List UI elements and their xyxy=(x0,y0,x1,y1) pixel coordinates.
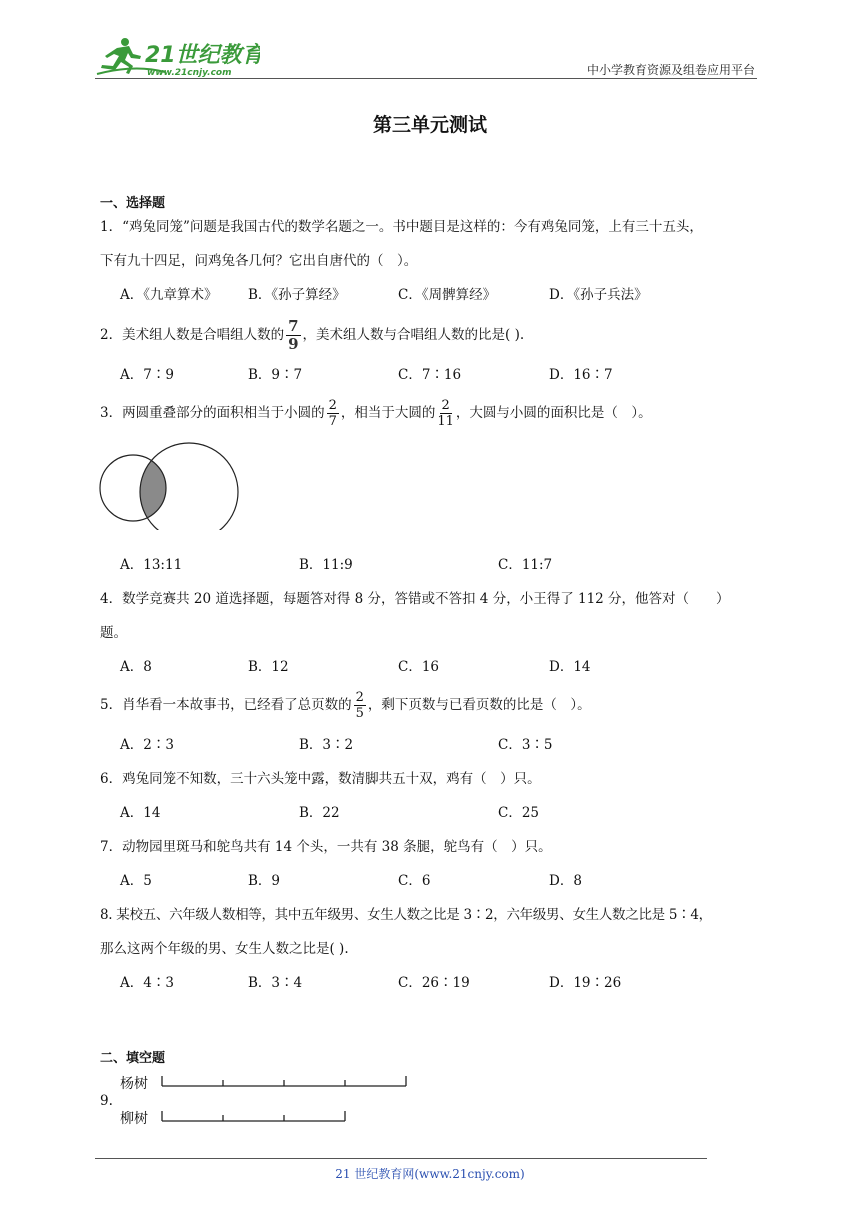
question-5 xyxy=(100,688,760,722)
option-a: A．7∶9 xyxy=(120,367,174,383)
overlapping-circles-figure xyxy=(98,440,244,534)
question-3-text-pre: 3．两圆重叠部分的面积相当于小圆的 xyxy=(100,405,325,421)
question-7: 7．动物园里斑马和鸵鸟共有 14 个头，一共有 38 条腿，鸵鸟有（ ）只。 xyxy=(100,839,552,855)
svg-text:21世纪教育: 21世纪教育 xyxy=(145,43,260,68)
option-c: C．11:7 xyxy=(498,557,553,573)
question-8-line-2: 那么这两个年级的男、女生人数之比是( ). xyxy=(100,941,349,957)
option-c: C．16 xyxy=(398,659,440,675)
question-8-line-1: 8. 某校五、六年级人数相等，其中五年级男、女生人数之比是 3∶2，六年级男、女生人数之比是 5∶4， xyxy=(100,907,712,923)
platform-name: 中小学教育资源及组卷应用平台 xyxy=(586,63,755,77)
fraction-seven-ninths: $\frac{7}{9}$ xyxy=(288,317,299,353)
question-2-text-post: ，美术组人数与合唱组人数的比是( ). xyxy=(302,327,525,343)
option-c: C．25 xyxy=(498,805,540,821)
option-a: A．14 xyxy=(120,805,161,821)
option-d: D．8 xyxy=(549,873,582,889)
question-4-line-1: 4．数学竞赛共 20 道选择题，每题答对得 8 分，答错或不答扣 4 分，小王得了 112 分，他答对（ ） xyxy=(100,591,730,607)
segment-diagram xyxy=(160,1074,420,1134)
question-2 xyxy=(100,318,760,352)
option-c: C．6 xyxy=(398,873,431,889)
option-c: C．7∶16 xyxy=(398,367,462,383)
option-a: A．8 xyxy=(120,659,152,675)
option-c: C．3∶5 xyxy=(498,737,553,753)
option-b: B．《孙子算经》 xyxy=(248,287,346,303)
footer-divider xyxy=(95,1158,707,1159)
option-c: C．《周髀算经》 xyxy=(398,287,497,303)
option-a: A．13:11 xyxy=(120,557,183,573)
option-a: A．2∶3 xyxy=(120,737,174,753)
fraction-two-elevenths: $\frac{2}{11}$ xyxy=(437,398,454,429)
option-b: B．22 xyxy=(299,805,340,821)
question-4-line-2: 题。 xyxy=(100,625,127,641)
poplar-segment-line xyxy=(162,1076,406,1086)
option-d: D．《孙子兵法》 xyxy=(549,287,648,303)
question-5-text-pre: 5．肖华看一本故事书，已经看了总页数的 xyxy=(100,697,352,713)
fraction-two-sevenths: $\frac{2}{7}$ xyxy=(328,398,337,429)
question-9-number: 9. xyxy=(100,1093,113,1109)
option-a: A．《九章算术》 xyxy=(120,287,218,303)
question-3 xyxy=(100,396,760,430)
label-poplar: 杨树 xyxy=(120,1076,148,1092)
option-b: B．3∶4 xyxy=(248,975,303,991)
question-1-line-2: 下有九十四足，问鸡兔各几何？它出自唐代的（ ）。 xyxy=(100,253,418,269)
question-1-line-1: 1．“鸡兔同笼”问题是我国古代的数学名题之一。书中题目是这样的：今有鸡兔同笼，上有三十五头， xyxy=(100,219,703,235)
option-b: B．12 xyxy=(248,659,289,675)
fraction-two-fifths: $\frac{2}{5}$ xyxy=(355,690,364,721)
option-c: C．26∶19 xyxy=(398,975,470,991)
option-a: A．5 xyxy=(120,873,152,889)
site-logo xyxy=(95,34,260,80)
option-b: B．3∶2 xyxy=(299,737,354,753)
header-divider xyxy=(95,78,757,79)
option-a: A．4∶3 xyxy=(120,975,174,991)
option-d: D．14 xyxy=(549,659,591,675)
option-d: D．16∶7 xyxy=(549,367,613,383)
question-3-text-mid: ，相当于大圆的 xyxy=(340,405,436,421)
footer-link[interactable]: 21 世纪教育网(www.21cnjy.com) xyxy=(335,1167,525,1181)
option-b: B．9 xyxy=(248,873,281,889)
section-heading-choice: 一、选择题 xyxy=(100,196,166,211)
question-6: 6．鸡兔同笼不知数，三十六头笼中露，数清脚共五十双，鸡有（ ）只。 xyxy=(100,771,541,787)
question-5-text-post: ，剩下页数与已看页数的比是（ ）。 xyxy=(367,697,591,713)
option-b: B．11:9 xyxy=(299,557,353,573)
option-d: D．19∶26 xyxy=(549,975,622,991)
overlap-region xyxy=(140,443,238,530)
page-title: 第三单元测试 xyxy=(372,114,487,136)
svg-text:www.21cnjy.com: www.21cnjy.com xyxy=(147,68,232,78)
option-b: B．9∶7 xyxy=(248,367,303,383)
question-3-text-post: ，大圆与小圆的面积比是（ ）。 xyxy=(455,405,652,421)
willow-segment-line xyxy=(162,1111,345,1121)
label-willow: 柳树 xyxy=(120,1111,148,1127)
question-2-text-pre: 2．美术组人数是合唱组人数的 xyxy=(100,327,285,343)
section-heading-fill-blank: 二、填空题 xyxy=(100,1051,166,1066)
